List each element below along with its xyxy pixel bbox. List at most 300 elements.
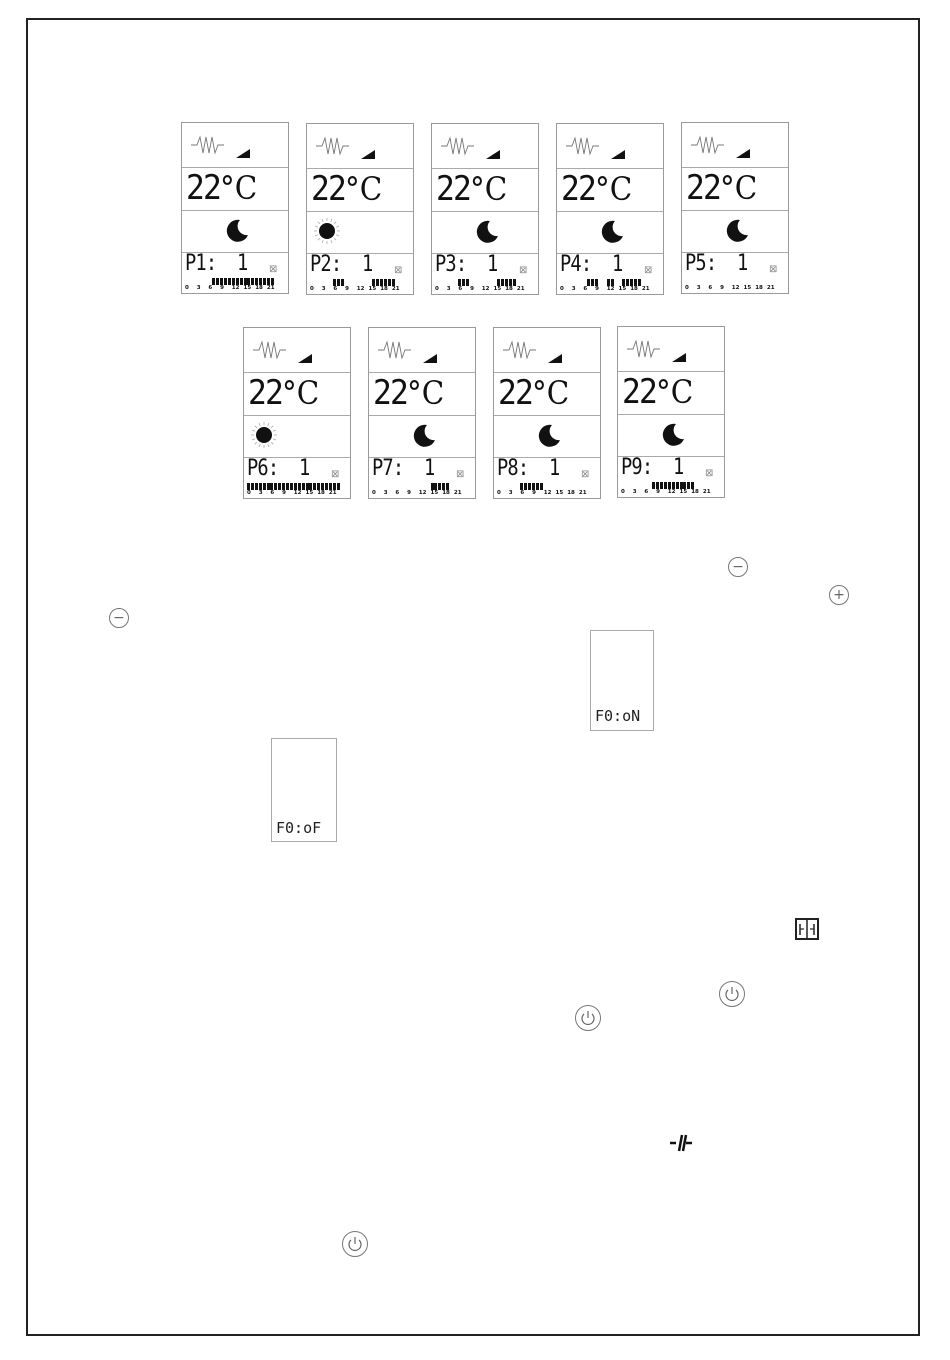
program-label: P4: 1 — [560, 252, 623, 277]
lcd-program-row — [307, 253, 413, 295]
temperature-value: 22 — [373, 373, 407, 413]
hour-ticks — [560, 286, 660, 294]
hour-ticks — [685, 285, 785, 293]
schedule-bar — [259, 483, 262, 490]
schedule-bar — [380, 279, 383, 286]
sun-icon — [313, 217, 341, 249]
schedule-bar — [251, 278, 254, 285]
lcd-mode-row — [182, 210, 288, 253]
temperature-readout — [622, 371, 693, 414]
schedule-bars — [372, 483, 472, 490]
schedule-bar — [271, 278, 274, 285]
schedule-bar — [274, 483, 277, 490]
schedule-bar — [247, 278, 250, 285]
schedule-bar — [278, 483, 281, 490]
schedule-bar — [255, 278, 258, 285]
power-level-icon — [423, 348, 437, 367]
hour-tick-label: 15 — [679, 489, 688, 495]
function-off-display — [271, 738, 337, 842]
moon-icon — [724, 217, 750, 247]
schedule-bar — [595, 279, 598, 286]
schedule-bar — [294, 483, 297, 490]
hour-tick-label: 15 — [618, 286, 627, 292]
window-icon — [795, 918, 819, 940]
lcd-temp-row — [369, 372, 475, 416]
hour-tick-label: 0 — [185, 285, 189, 291]
hour-tick-label: 9 — [345, 286, 349, 292]
schedule-bar — [216, 278, 219, 285]
schedule-bar — [591, 279, 594, 286]
schedule-bar — [434, 483, 437, 490]
schedule-bar — [442, 483, 445, 490]
schedule-bar — [466, 279, 469, 286]
lcd-top-row — [618, 327, 724, 372]
power-level-icon — [548, 348, 562, 367]
program-panel-p6 — [243, 327, 351, 499]
schedule-bars — [435, 279, 535, 286]
heating-wave-icon — [316, 134, 358, 162]
schedule-bar — [372, 279, 375, 286]
schedule-bar — [247, 483, 250, 490]
schedule-bar — [587, 279, 590, 286]
hour-tick-label: 18 — [755, 285, 763, 291]
temperature-value: 22 — [311, 169, 345, 209]
lcd-program-row — [182, 252, 288, 294]
hour-tick-label: 3 — [446, 286, 451, 292]
hour-tick-label: 15 — [305, 490, 314, 496]
schedule-bar — [259, 278, 262, 285]
moon-icon — [660, 421, 686, 451]
window-open-icon: ⊠ — [456, 469, 465, 480]
program-panel-p2 — [306, 123, 414, 295]
power-icon — [575, 1005, 601, 1031]
hour-ticks — [247, 490, 347, 498]
hour-tick-label: 18 — [630, 286, 638, 292]
hour-ticks — [621, 489, 721, 497]
schedule-bar — [388, 279, 391, 286]
hour-tick-label: 21 — [578, 490, 587, 496]
window-open-icon: ⊠ — [705, 468, 714, 479]
temperature-value: 22 — [686, 168, 720, 208]
hour-tick-label: 0 — [621, 489, 625, 495]
power-level-icon — [486, 144, 500, 163]
temperature-unit: °C — [469, 170, 508, 208]
hour-tick-label: 3 — [321, 286, 326, 292]
hour-tick-label: 0 — [685, 285, 689, 291]
lcd-program-row — [682, 252, 788, 294]
lcd-top-row — [557, 124, 663, 169]
hour-tick-label: 0 — [497, 490, 501, 496]
temperature-unit: °C — [219, 169, 258, 207]
window-open-icon: ⊠ — [394, 265, 403, 276]
lcd-mode-row — [307, 211, 413, 254]
hour-tick-label: 3 — [383, 490, 388, 496]
lcd-program-row — [557, 253, 663, 295]
hour-tick-label: 21 — [266, 285, 275, 291]
lcd-program-row — [369, 457, 475, 499]
schedule-bar — [228, 278, 231, 285]
temperature-value: 22 — [622, 372, 656, 412]
heating-wave-icon — [441, 134, 483, 162]
hour-ticks — [310, 286, 410, 294]
lcd-mode-row — [369, 415, 475, 458]
hour-tick-label: 18 — [442, 490, 450, 496]
hour-tick-label: 0 — [372, 490, 376, 496]
schedule-bar — [392, 279, 395, 286]
schedule-bar — [232, 278, 235, 285]
lcd-top-row — [307, 124, 413, 169]
schedule-bar — [438, 483, 441, 490]
minus-icon: − — [728, 557, 748, 577]
power-icon — [342, 1231, 368, 1257]
power-level-icon — [361, 144, 375, 163]
power-level-icon — [672, 347, 686, 366]
function-off-label: F0:oF — [276, 819, 322, 837]
sun-icon — [250, 421, 278, 453]
hour-tick-label: 6 — [708, 285, 713, 291]
hour-tick-label: 6 — [458, 286, 463, 292]
schedule-bar — [497, 279, 500, 286]
hour-tick-label: 12 — [418, 490, 427, 496]
heating-wave-icon — [191, 133, 233, 161]
hour-tick-label: 3 — [508, 490, 513, 496]
function-on-label: F0:oN — [595, 707, 641, 725]
schedule-bar — [240, 278, 243, 285]
schedule-bar — [267, 483, 270, 490]
temperature-unit: °C — [531, 374, 570, 412]
program-label: P8: 1 — [497, 456, 560, 481]
temperature-unit: °C — [344, 170, 383, 208]
hour-tick-label: 21 — [702, 489, 711, 495]
schedule-bars — [497, 483, 597, 490]
temperature-unit: °C — [655, 373, 694, 411]
temperature-readout — [561, 168, 632, 211]
lcd-mode-row — [494, 415, 600, 458]
schedule-bar — [290, 483, 293, 490]
schedule-bar — [607, 279, 610, 286]
hour-tick-label: 12 — [231, 285, 240, 291]
schedule-bar — [505, 279, 508, 286]
hour-tick-label: 18 — [317, 490, 325, 496]
hour-ticks — [497, 490, 597, 498]
moon-icon — [536, 422, 562, 452]
schedule-bar — [509, 279, 512, 286]
temperature-value: 22 — [248, 373, 282, 413]
schedule-bar — [656, 482, 659, 489]
schedule-bar — [321, 483, 324, 490]
schedule-bar — [333, 483, 336, 490]
schedule-bar — [501, 279, 504, 286]
moon-icon — [474, 218, 500, 248]
schedule-bar — [220, 278, 223, 285]
hour-tick-label: 12 — [543, 490, 552, 496]
hour-ticks — [372, 490, 472, 498]
lcd-temp-row — [182, 167, 288, 211]
hour-tick-label: 3 — [632, 489, 637, 495]
schedule-bar — [329, 483, 332, 490]
schedule-bar — [520, 483, 523, 490]
lcd-temp-row — [494, 372, 600, 416]
temperature-unit: °C — [281, 374, 320, 412]
schedule-bar — [687, 482, 690, 489]
schedule-bars — [685, 278, 785, 285]
hour-tick-label: 0 — [435, 286, 439, 292]
hour-tick-label: 6 — [395, 490, 400, 496]
window-open-icon: ⊠ — [519, 265, 528, 276]
lcd-temp-row — [557, 168, 663, 212]
window-open-icon: ⊠ — [644, 265, 653, 276]
schedule-bar — [664, 482, 667, 489]
schedule-bar — [626, 279, 629, 286]
window-open-icon: ⊠ — [331, 469, 340, 480]
schedule-bar — [255, 483, 258, 490]
schedule-bar — [270, 483, 273, 490]
hour-tick-label: 15 — [430, 490, 439, 496]
lcd-program-row — [494, 457, 600, 499]
heating-wave-icon — [627, 337, 669, 365]
program-panel-p4 — [556, 123, 664, 295]
schedule-bar — [462, 279, 465, 286]
hour-tick-label: 6 — [520, 490, 525, 496]
hour-tick-label: 21 — [641, 286, 650, 292]
lcd-mode-row — [557, 211, 663, 254]
power-level-icon — [298, 348, 312, 367]
hour-tick-label: 9 — [407, 490, 411, 496]
program-panel-p3 — [431, 123, 539, 295]
schedule-bar — [212, 278, 215, 285]
schedule-bar — [668, 482, 671, 489]
function-on-display — [590, 630, 654, 731]
schedule-bar — [286, 483, 289, 490]
power-level-icon — [736, 143, 750, 162]
schedule-bar — [536, 483, 539, 490]
hour-tick-label: 0 — [310, 286, 314, 292]
temperature-value: 22 — [498, 373, 532, 413]
program-label: P3: 1 — [435, 252, 498, 277]
temperature-value: 22 — [436, 169, 470, 209]
lcd-mode-row — [682, 210, 788, 253]
hour-tick-label: 18 — [567, 490, 575, 496]
hour-tick-label: 15 — [368, 286, 377, 292]
temperature-readout — [311, 168, 382, 211]
hour-tick-label: 6 — [333, 286, 338, 292]
temperature-readout — [186, 167, 257, 210]
schedule-bar — [446, 483, 449, 490]
schedule-bar — [532, 483, 535, 490]
hour-tick-label: 18 — [380, 286, 388, 292]
power-icon — [719, 981, 745, 1007]
schedule-bar — [282, 483, 285, 490]
hour-tick-label: 0 — [560, 286, 564, 292]
schedule-bar — [638, 279, 641, 286]
lcd-temp-row — [244, 372, 350, 416]
lcd-mode-row — [244, 415, 350, 458]
schedule-bar — [540, 483, 543, 490]
program-label: P9: 1 — [621, 455, 684, 480]
schedule-bar — [683, 482, 686, 489]
schedule-bar — [244, 278, 247, 285]
temperature-readout — [498, 372, 569, 415]
schedule-bar — [263, 278, 266, 285]
lcd-top-row — [494, 328, 600, 373]
schedule-bar — [680, 482, 683, 489]
schedule-bar — [267, 278, 270, 285]
schedule-bar — [513, 279, 516, 286]
schedule-bar — [302, 483, 305, 490]
hour-tick-label: 6 — [583, 286, 588, 292]
schedule-bar — [524, 483, 527, 490]
lcd-top-row — [432, 124, 538, 169]
window-open-icon: ⊠ — [769, 264, 778, 275]
schedule-bar — [431, 483, 434, 490]
power-level-icon — [236, 143, 250, 162]
hour-ticks — [435, 286, 535, 294]
schedule-bar — [630, 279, 633, 286]
schedule-bar — [251, 483, 254, 490]
schedule-bar — [306, 483, 309, 490]
lcd-program-row — [432, 253, 538, 295]
program-panel-p1 — [181, 122, 289, 294]
schedule-bar — [337, 483, 340, 490]
hour-tick-label: 15 — [493, 286, 502, 292]
lcd-program-row — [244, 457, 350, 499]
heating-wave-icon — [503, 338, 545, 366]
program-panel-p9 — [617, 326, 725, 498]
temperature-readout — [248, 372, 319, 415]
schedule-bar — [376, 279, 379, 286]
lcd-temp-row — [307, 168, 413, 212]
hour-tick-label: 3 — [696, 285, 701, 291]
schedule-bar — [622, 279, 625, 286]
lcd-mode-row — [618, 414, 724, 457]
program-panel-p8 — [493, 327, 601, 499]
schedule-bar — [313, 483, 316, 490]
hour-tick-label: 21 — [391, 286, 400, 292]
heating-wave-icon — [691, 133, 733, 161]
schedule-bar — [458, 279, 461, 286]
hour-tick-label: 3 — [196, 285, 201, 291]
hour-tick-label: 15 — [555, 490, 564, 496]
schedule-bars — [247, 483, 347, 490]
schedule-bar — [528, 483, 531, 490]
schedule-bars — [185, 278, 285, 285]
schedule-bar — [691, 482, 694, 489]
window-open-icon: ⊠ — [581, 469, 590, 480]
temperature-unit: °C — [594, 170, 633, 208]
schedule-bar — [309, 483, 312, 490]
hour-tick-label: 12 — [667, 489, 676, 495]
schedule-bars — [621, 482, 721, 489]
moon-icon — [599, 218, 625, 248]
fault-icon — [668, 1133, 694, 1158]
temperature-readout — [373, 372, 444, 415]
hour-tick-label: 9 — [282, 490, 286, 496]
hour-tick-label: 21 — [766, 285, 775, 291]
hour-tick-label: 6 — [208, 285, 213, 291]
lcd-program-row — [618, 456, 724, 498]
plus-icon: + — [829, 585, 849, 605]
hour-tick-label: 9 — [656, 489, 660, 495]
temperature-unit: °C — [406, 374, 445, 412]
schedule-bar — [341, 279, 344, 286]
hour-tick-label: 21 — [453, 490, 462, 496]
program-label: P1: 1 — [185, 251, 248, 276]
schedule-bar — [611, 279, 614, 286]
hour-tick-label: 6 — [270, 490, 275, 496]
program-label: P2: 1 — [310, 252, 373, 277]
schedule-bar — [325, 483, 328, 490]
program-panel-p7 — [368, 327, 476, 499]
hour-tick-label: 15 — [743, 285, 752, 291]
schedule-bar — [672, 482, 675, 489]
hour-tick-label: 9 — [720, 285, 724, 291]
hour-tick-label: 18 — [691, 489, 699, 495]
moon-icon — [411, 422, 437, 452]
schedule-bar — [263, 483, 266, 490]
hour-tick-label: 21 — [516, 286, 525, 292]
program-label: P5: 1 — [685, 251, 748, 276]
schedule-bar — [676, 482, 679, 489]
schedule-bars — [310, 279, 410, 286]
heating-wave-icon — [253, 338, 295, 366]
temperature-value: 22 — [561, 169, 595, 209]
program-label: P6: 1 — [247, 456, 310, 481]
lcd-temp-row — [682, 167, 788, 211]
lcd-temp-row — [432, 168, 538, 212]
hour-tick-label: 9 — [595, 286, 599, 292]
power-level-icon — [611, 144, 625, 163]
window-open-icon: ⊠ — [269, 264, 278, 275]
hour-tick-label: 18 — [255, 285, 263, 291]
schedule-bar — [298, 483, 301, 490]
heating-wave-icon — [566, 134, 608, 162]
minus-icon: − — [109, 608, 129, 628]
hour-tick-label: 9 — [470, 286, 474, 292]
hour-tick-label: 15 — [243, 285, 252, 291]
program-label: P7: 1 — [372, 456, 435, 481]
temperature-value: 22 — [186, 168, 220, 208]
hour-tick-label: 12 — [606, 286, 615, 292]
lcd-mode-row — [432, 211, 538, 254]
program-panel-p5 — [681, 122, 789, 294]
moon-icon — [224, 217, 250, 247]
schedule-bar — [660, 482, 663, 489]
hour-tick-label: 21 — [328, 490, 337, 496]
hour-tick-label: 12 — [481, 286, 490, 292]
hour-tick-label: 12 — [731, 285, 740, 291]
schedule-bar — [337, 279, 340, 286]
temperature-unit: °C — [719, 169, 758, 207]
schedule-bar — [384, 279, 387, 286]
schedule-bar — [236, 278, 239, 285]
hour-tick-label: 3 — [571, 286, 576, 292]
lcd-top-row — [244, 328, 350, 373]
hour-ticks — [185, 285, 285, 293]
lcd-top-row — [182, 123, 288, 168]
schedule-bars — [560, 279, 660, 286]
hour-tick-label: 12 — [356, 286, 365, 292]
hour-tick-label: 12 — [293, 490, 302, 496]
lcd-top-row — [682, 123, 788, 168]
hour-tick-label: 9 — [220, 285, 224, 291]
temperature-readout — [686, 167, 757, 210]
schedule-bar — [224, 278, 227, 285]
hour-tick-label: 9 — [532, 490, 536, 496]
schedule-bar — [652, 482, 655, 489]
hour-tick-label: 3 — [258, 490, 263, 496]
hour-tick-label: 0 — [247, 490, 251, 496]
schedule-bar — [634, 279, 637, 286]
